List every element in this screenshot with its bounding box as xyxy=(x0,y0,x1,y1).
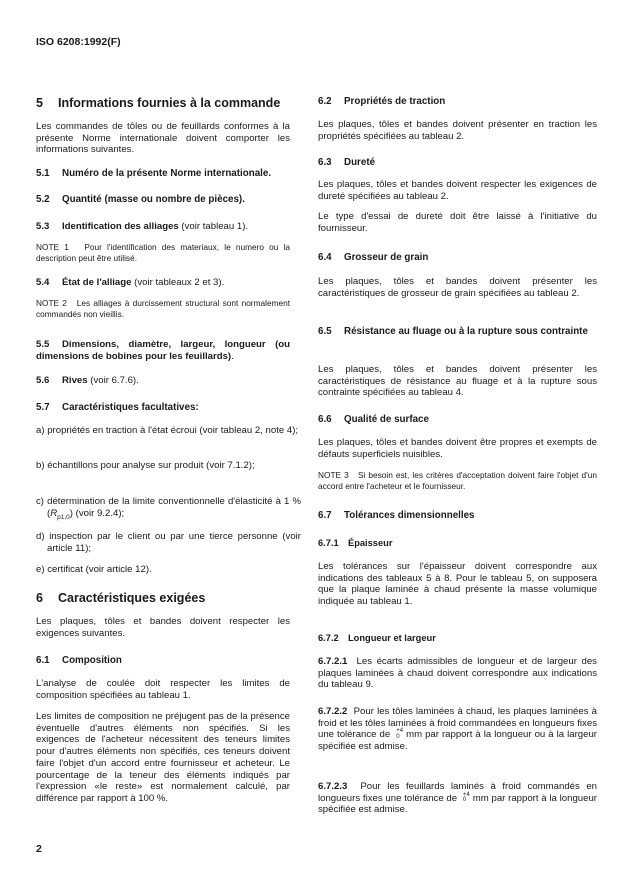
clause-number: 5.5 xyxy=(36,339,50,350)
clause-6-5 xyxy=(318,325,597,339)
section-title: Informations fournies à la commande xyxy=(58,96,281,110)
clause-title: Identification des alliages xyxy=(62,221,179,232)
clause-6-7-1 xyxy=(318,538,597,550)
note-label: NOTE 1 xyxy=(36,242,69,252)
clause-title: Quantité (masse ou nombre de pièces). xyxy=(62,194,245,205)
clause-number: 6.4 xyxy=(318,252,332,263)
paragraph: Les plaques, tôles et bandes doivent être propres et exempts de défauts superficiels nuisibles. xyxy=(318,437,597,460)
section-number: 5 xyxy=(36,96,43,110)
paragraph-text: mm par rapport à la longueur spécifiée est admise. xyxy=(318,792,597,816)
clause-title: Qualité de surface xyxy=(344,414,429,425)
clause-title: Composition xyxy=(62,655,122,666)
clause-number: 6.7.2 xyxy=(318,633,339,643)
paragraph-text: mm par rapport à la longueur ou à la largeur spécifiée est admise. xyxy=(318,729,598,753)
list-text: échantillons pour analyse sur produit (voir 7.1.2); xyxy=(47,460,255,471)
clause-number: 6.1 xyxy=(36,655,50,666)
page-number: 2 xyxy=(36,843,42,855)
clause-number: 6.2 xyxy=(318,96,332,107)
clause-number: 5.2 xyxy=(36,194,50,205)
clause-number: 6.6 xyxy=(318,414,332,425)
section-5-heading xyxy=(36,96,290,110)
paragraph: Les plaques, tôles et bandes doivent présenter en traction les propriétés spécifiées au tableau 2. xyxy=(318,119,597,142)
note-text: Pour l'identification des materiaux, le numero ou la description peut être utilisé. xyxy=(36,242,291,263)
list-text: certificat (voir article 12). xyxy=(47,564,152,575)
clause-title: Grosseur de grain xyxy=(344,252,429,263)
clause-6-4 xyxy=(318,252,597,264)
clause-ref: (voir 6.7.6). xyxy=(87,375,139,386)
clause-6-2 xyxy=(318,96,597,108)
clause-title: Rives xyxy=(62,375,88,386)
paragraph: Les limites de composition ne préjugent pas de la présence éventuelle d'autres éléments non spécifiés. Si les exigences de l'acheteur nécessitent des teneurs limites pour d'autres éléments non spécifiés, ces teneurs doivent faire l'objet d'un accord entre fournisseur et acheteur. Le pourcentage de la teneur des éléments indiqués par l'expression «le reste» est normalement calculé, par différence par rapport à 100 %. xyxy=(36,711,290,804)
clause-title: Propriétés de traction xyxy=(344,96,446,107)
list-marker: c) xyxy=(36,496,44,507)
clause-number: 6.7 xyxy=(318,510,332,521)
clause-6-7-2-2 xyxy=(318,706,597,753)
clause-5-6 xyxy=(36,375,290,387)
section-6-heading xyxy=(36,591,290,605)
note-text: Si besoin est, les critères d'acceptation doivent faire l'objet d'un accord entre l'acheteur et le fournisseur. xyxy=(318,470,597,491)
tolerance-upper: +4 xyxy=(396,728,404,735)
clause-number: 5.7 xyxy=(36,402,50,413)
clause-5-7 xyxy=(36,402,290,414)
clause-title: Numéro de la présente Norme internationale. xyxy=(62,168,272,179)
paragraph-text: Les écarts admissibles de longueur et de largeur des plaques laminées à chaud doivent correspondre aux indications du tableau 9. xyxy=(318,656,597,691)
list-item xyxy=(36,460,301,472)
clause-title: Dureté xyxy=(344,157,376,168)
clause-5-5 xyxy=(36,339,290,362)
clause-number: 6.7.1 xyxy=(318,538,339,548)
paragraph-text: Pour les tôles laminées à chaud, les plaques laminées à froid et les tôles laminées à froid commandées en longueurs fixes une tolérance de xyxy=(318,706,597,741)
note-text: Les alliages à durcissement structural sont normalement commandés non vieillis. xyxy=(36,298,291,319)
clause-6-6 xyxy=(318,414,597,426)
symbol: R xyxy=(50,507,58,519)
punct: . xyxy=(231,350,234,362)
clause-ref: (voir tableaux 2 et 3). xyxy=(131,277,225,288)
section-number: 6 xyxy=(36,591,43,605)
tolerance xyxy=(463,793,470,804)
list-marker: d) xyxy=(36,531,45,542)
clause-5-2 xyxy=(36,194,290,206)
tolerance-lower: 0 xyxy=(396,733,400,740)
paragraph: Les plaques, tôles et bandes doivent respecter les exigences de dureté spécifiées au tableau 2. xyxy=(318,179,597,202)
clause-number: 5.3 xyxy=(36,221,50,232)
paragraph: Les plaques, tôles et bandes doivent présenter les caractéristiques de grosseur de grain spécifiées au tableau 2. xyxy=(318,276,597,299)
clause-title: Tolérances dimensionnelles xyxy=(344,510,475,521)
section-6-intro: Les plaques, tôles et bandes doivent respecter les exigences suivantes. xyxy=(36,616,290,639)
clause-6-7 xyxy=(318,510,597,522)
note-3 xyxy=(318,470,597,492)
paragraph-text: Pour les feuillards laminés à froid commandés en longueurs fixes une tolérance de xyxy=(318,781,597,804)
clause-number: 6.7.2.3 xyxy=(318,781,348,792)
clause-title: Longueur et largeur xyxy=(348,633,436,643)
paragraph: Les plaques, tôles et bandes doivent présenter les caractéristiques de résistance au fluage et à la rupture sous contrainte spécifiées au tableau 4. xyxy=(318,364,597,399)
tolerance-upper: +4 xyxy=(462,791,470,798)
note-1 xyxy=(36,242,290,264)
list-text: détermination de la limite conventionnelle d'élasticité à 1 % ( xyxy=(47,496,301,519)
list-marker: b) xyxy=(36,460,45,471)
clause-number: 5.1 xyxy=(36,168,50,179)
clause-number: 6.7.2.1 xyxy=(318,656,348,667)
clause-6-3 xyxy=(318,157,597,169)
list-item xyxy=(36,425,301,437)
clause-number: 6.3 xyxy=(318,157,332,168)
list-item xyxy=(36,496,301,523)
clause-number: 5.6 xyxy=(36,375,50,386)
list-text: inspection par le client ou par une tierce personne (voir article 11); xyxy=(47,531,301,554)
note-label: NOTE 2 xyxy=(36,298,67,308)
list-item xyxy=(36,531,301,554)
clause-5-3 xyxy=(36,221,290,233)
clause-title: État de l'alliage xyxy=(62,277,132,288)
section-title: Caractéristiques exigées xyxy=(58,591,206,605)
paragraph: Les tolérances sur l'épaisseur doivent correspondre aux indications des tableaux 5 à 8. Pour le tableau 5, on supposera que la plaque laminée à chaud présente la masse volumique indiquée au tableau 1. xyxy=(318,561,597,608)
document-header: ISO 6208:1992(F) xyxy=(36,36,121,48)
list-item xyxy=(36,564,301,576)
list-marker: e) xyxy=(36,564,45,575)
clause-title: Caractéristiques facultatives: xyxy=(62,402,199,413)
clause-number: 6.7.2.2 xyxy=(318,706,348,717)
paragraph: L'analyse de coulée doit respecter les limites de composition spécifiées au tableau 1. xyxy=(36,678,290,701)
note-label: NOTE 3 xyxy=(318,470,349,480)
clause-5-1 xyxy=(36,168,290,180)
clause-6-7-2 xyxy=(318,633,597,645)
paragraph: Le type d'essai de dureté doit être laissé à l'initiative du fournisseur. xyxy=(318,211,597,234)
tolerance xyxy=(396,729,403,740)
clause-6-1 xyxy=(36,655,290,667)
clause-6-7-2-3 xyxy=(318,781,597,816)
clause-title: Résistance au fluage ou à la rupture sous contrainte xyxy=(344,326,588,337)
note-2 xyxy=(36,298,290,320)
list-marker: a) xyxy=(36,425,45,436)
clause-title: Épaisseur xyxy=(348,538,393,548)
list-text: ) (voir 9.2.4); xyxy=(69,507,125,519)
clause-ref: (voir tableau 1). xyxy=(178,221,249,232)
tolerance-lower: 0 xyxy=(462,797,467,804)
section-5-intro: Les commandes de tôles ou de feuillards conformes à la présente Norme internationale doivent comporter les informations suivantes. xyxy=(36,121,290,156)
clause-number: 6.5 xyxy=(318,326,332,337)
list-text: propriétés en traction à l'état écroui (voir tableau 2, note 4); xyxy=(47,425,299,436)
clause-title: Dimensions, diamètre, largeur, longueur (ou dimensions de bobines pour les feuillards) xyxy=(36,339,290,362)
symbol-subscript: p1,0 xyxy=(57,513,70,521)
clause-5-4 xyxy=(36,277,290,289)
clause-6-7-2-1 xyxy=(318,656,597,691)
clause-number: 5.4 xyxy=(36,277,50,288)
